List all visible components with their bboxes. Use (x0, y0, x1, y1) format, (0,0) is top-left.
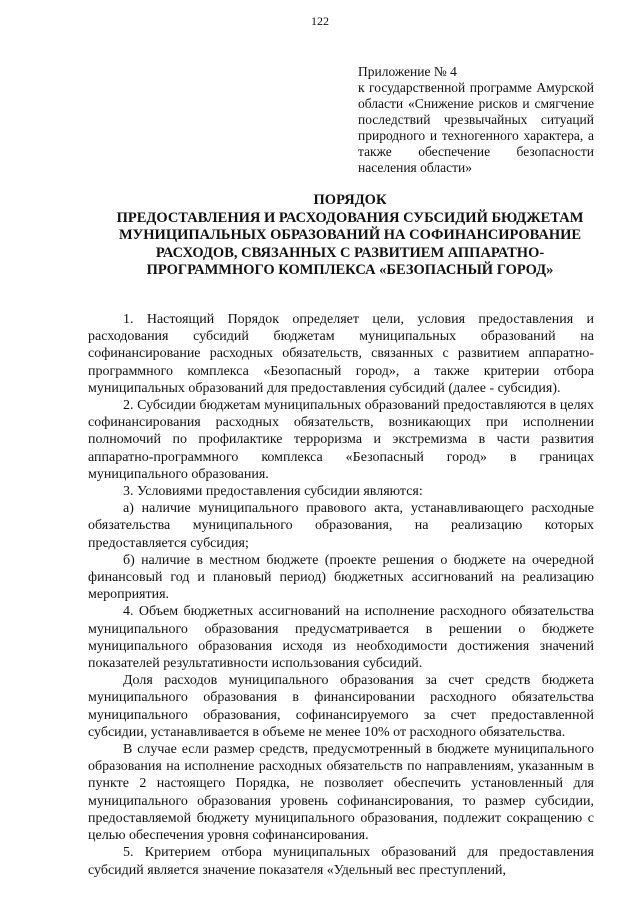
paragraph-3: 3. Условиями предоставления субсидии являются: (123, 484, 423, 500)
paragraph-3a: а) наличие муниципального правового акта, устанавливающего расходные обязательства муниципального образования, на реализацию которых предоставляется субсидия; (88, 501, 594, 551)
appendix-note (358, 64, 594, 176)
paragraph-4-reduction: В случае если размер средств, предусмотренный в бюджете муниципального образования на исполнение расходных обязательств по направлениям, указанным в пункте 2 настоящего Порядка, не позволяет обеспечить установленный для муниципального образования уровень софинансирования, то размер субсидии, предоставляемой бюджету муниципального образования, подлежит сокращению с целью обеспечения уровня софинансирования. (88, 742, 594, 844)
page-number: 122 (311, 14, 329, 28)
paragraph-4-share: Доля расходов муниципального образования за счет средств бюджета муниципального образования в финансировании расходного обязательства муниципального образования, софинансируемого за счет предоставленной субсидии, устанавливается в объеме не менее 10% от расходного обязательства. (88, 673, 594, 740)
appendix-title: Приложение № 4 (358, 64, 457, 79)
title-line-2: ПРЕДОСТАВЛЕНИЯ И РАСХОДОВАНИЯ СУБСИДИЙ БЮДЖЕТАМ МУНИЦИПАЛЬНЫХ ОБРАЗОВАНИЙ НА СОФИНАНСИРОВАНИЕ РАСХОДОВ, СВЯЗАННЫХ С РАЗВИТИЕМ АППАРАТНО-ПРОГРАММНОГО КОМПЛЕКСА «БЕЗОПАСНЫЙ ГОРОД» (116, 209, 584, 278)
paragraph-3b: б) наличие в местном бюджете (проекте решения о бюджете на очередной финансовый год и плановый период) бюджетных ассигнований на реализацию мероприятия. (88, 552, 594, 603)
paragraph-4: 4. Объем бюджетных ассигнований на исполнение расходного обязательства муниципального образования предусматривается в решении о бюджете муниципального образования исходя из необходимости достижения значений показателей результативности использования субсидий. (88, 604, 594, 672)
paragraph-1: 1. Настоящий Порядок определяет цели, условия предоставления и расходования субсидий бюджетам муниципальных образований на софинансирование расходных обязательств, связанных с развитием аппаратно-программного комплекса «Безопасный город», а также критерии отбора муниципальных образований для предоставления субсидий (далее - субсидия). (88, 312, 594, 396)
paragraph-2: 2. Субсидии бюджетам муниципальных образований предоставляются в целях софинансирования расходных обязательств, возникающих при исполнении полномочий по профилактике терроризма и экстремизма в части развития аппаратно-программного комплекса «Безопасный город» в границах муниципального образования. (88, 398, 594, 482)
document-body (88, 311, 594, 879)
document-title (100, 192, 600, 280)
paragraph-5: 5. Критерием отбора муниципальных образований для предоставления субсидий является значение показателя «Удельный вес преступлений, (88, 845, 594, 878)
appendix-text: к государственной программе Амурской области «Снижение рисков и смягчение последствий чрезвычайных ситуаций природного и техногенного характера, а также обеспечение безопасности населения области» (358, 80, 594, 175)
title-line-1: ПОРЯДОК (313, 192, 387, 208)
